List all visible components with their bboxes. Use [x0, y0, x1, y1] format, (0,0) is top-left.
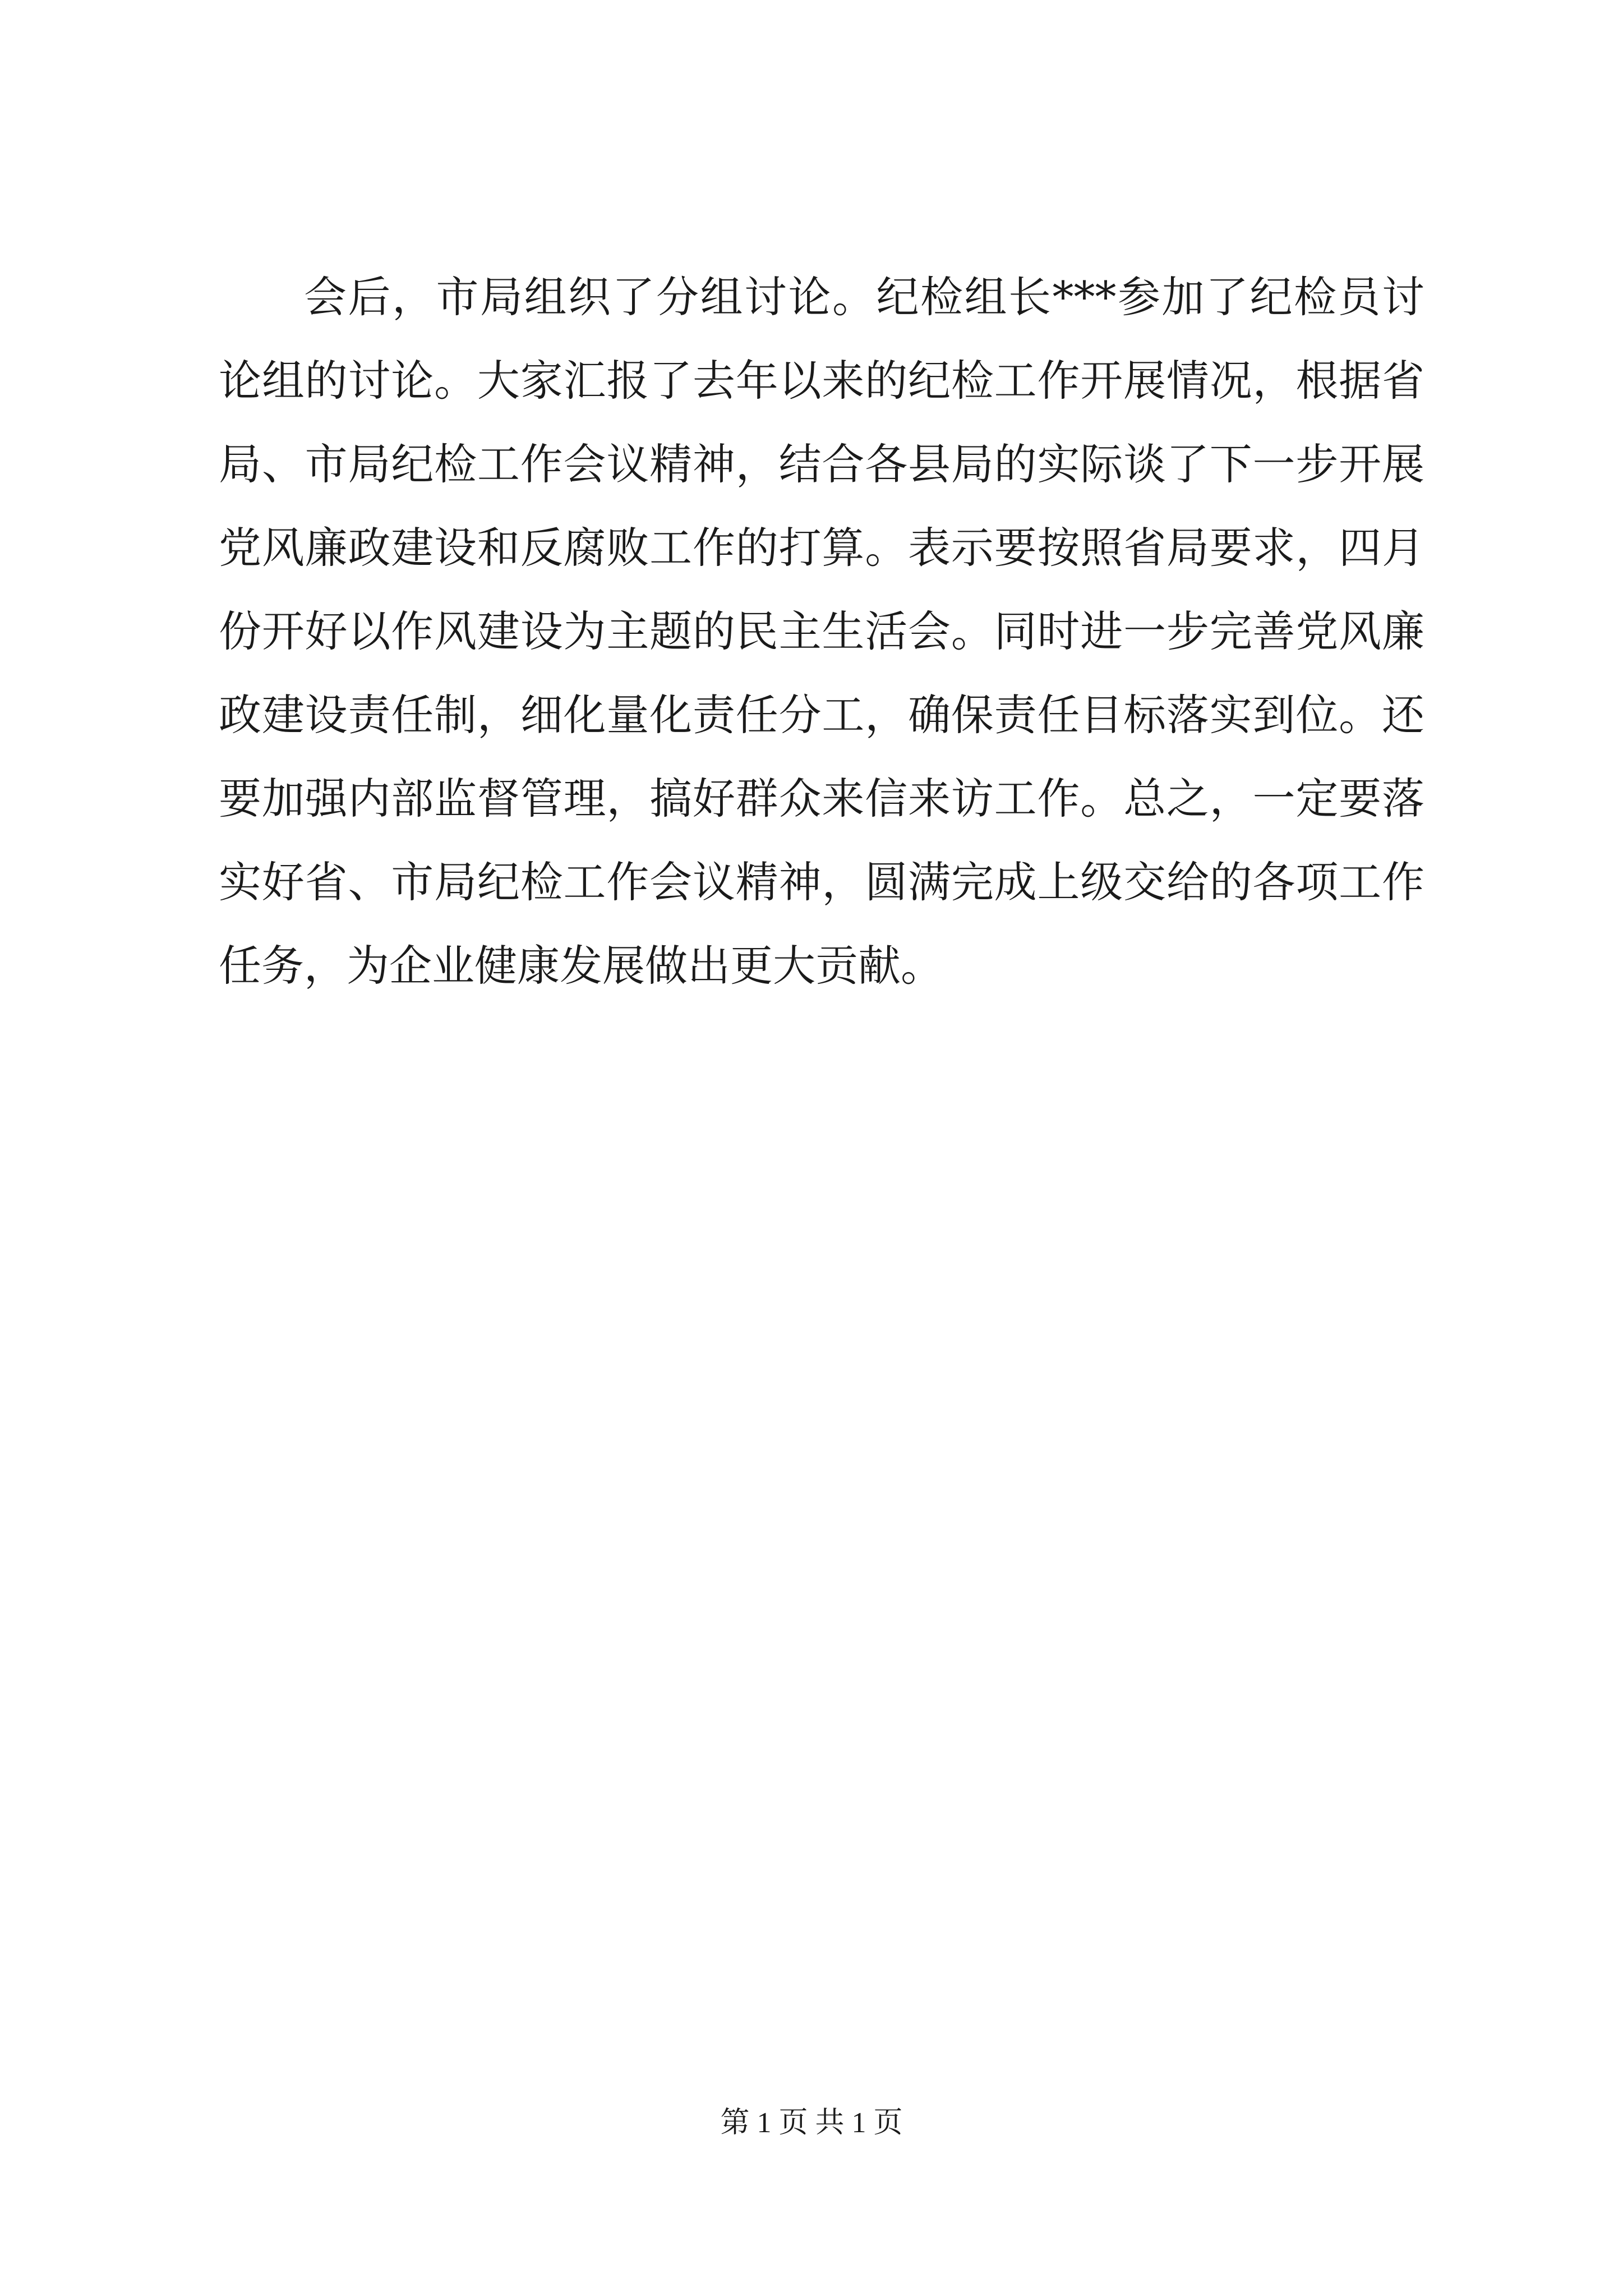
- body-paragraph: [219, 255, 1424, 1007]
- paragraph-line: 论组的讨论。大家汇报了去年以来的纪检工作开展情况，根据省: [219, 356, 1424, 406]
- paragraph-line: 局、市局纪检工作会议精神，结合各县局的实际谈了下一步开展: [219, 439, 1424, 489]
- paragraph-line: 要加强内部监督管理，搞好群众来信来访工作。总之，一定要落: [219, 774, 1424, 823]
- paragraph-line: 会后，市局组织了分组讨论。纪检组长***参加了纪检员讨: [304, 272, 1424, 322]
- paragraph-line: 政建设责任制，细化量化责任分工，确保责任目标落实到位。还: [219, 690, 1424, 740]
- page-footer: 第 1 页 共 1 页: [720, 2107, 903, 2139]
- paragraph-line: 份开好以作风建设为主题的民主生活会。同时进一步完善党风廉: [219, 606, 1424, 656]
- paragraph-line: 任务，为企业健康发展做出更大贡献。: [219, 941, 943, 991]
- paragraph-line: 党风廉政建设和反腐败工作的打算。表示要按照省局要求，四月: [219, 523, 1424, 573]
- paragraph-line: 实好省、市局纪检工作会议精神，圆满完成上级交给的各项工作: [219, 857, 1424, 907]
